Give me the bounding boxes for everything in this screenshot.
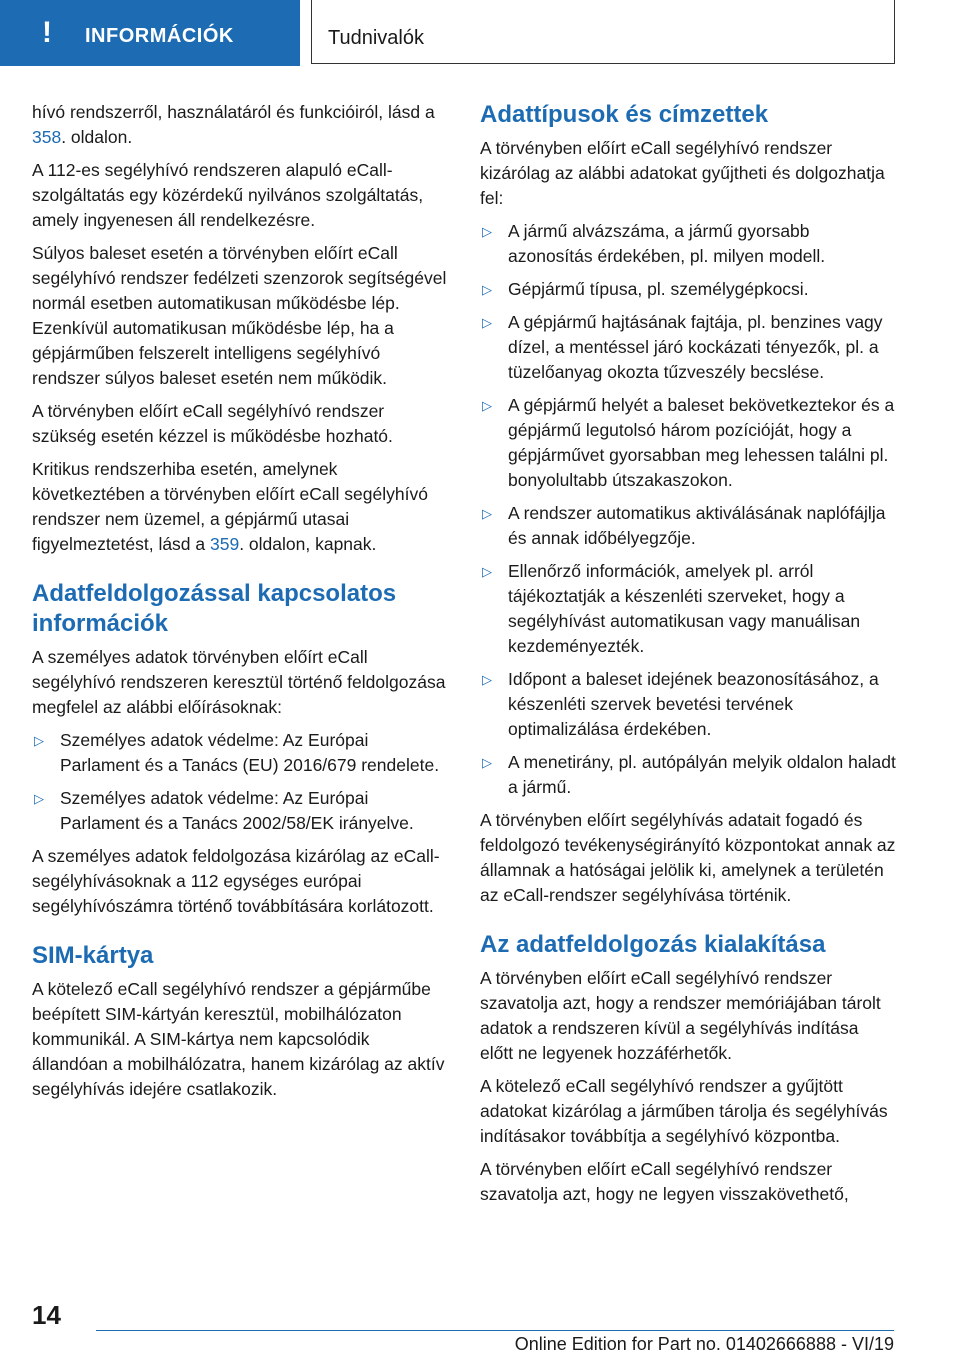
triangle-bullet-icon: ▷ — [482, 672, 492, 687]
heading-data-processing-design: Az adatfeldolgozás kialakítása — [480, 931, 826, 958]
section-title: Tudnivalók — [328, 27, 424, 49]
left-column — [32, 100, 448, 1110]
triangle-bullet-icon: ▷ — [482, 506, 492, 521]
paragraph: hívó rendszerről, használatáról és funkcióiról, lásd a 358. oldalon. — [32, 102, 435, 147]
paragraph: Súlyos baleset esetén a törvényben előírt eCall segélyhívó rendszer fedélzeti szenzorok segítségével normál esetben automatikusan működésbe lép. Ezenkívül automatikusan működésbe lép, ha a gépjárműben felszerelt intelligens segélyhívó rendszer súlyos baleset esetén nem működik. — [32, 243, 447, 388]
paragraph: A személyes adatok feldolgozása kizárólag az eCall-segélyhívásoknak a 112 egységes európai segélyhívószámra történő továbbítására korlátozott. — [32, 846, 440, 916]
list-item: ▷ Ellenőrző információk, amelyek pl. arról tájékoztatják a készenléti szerveket, hogy a segélyhívást automatikusan vagy manuálisan kezdeményezték. — [482, 561, 861, 656]
paragraph: A törvényben előírt eCall segélyhívó rendszer szavatolja azt, hogy a rendszer memóriájában tárolt adatok a rendszeren kívül a segélyhívás indítása előtt ne legyenek hozzáférhetők. — [480, 968, 881, 1063]
bullet-list — [480, 219, 896, 800]
paragraph: A törvényben előírt eCall segélyhívó rendszer szükség esetén kézzel is működésbe hozható. — [32, 401, 393, 446]
list-item: ▷ Személyes adatok védelme: Az Európai Parlament és a Tanács 2002/58/EK irányelve. — [34, 788, 414, 833]
triangle-bullet-icon: ▷ — [482, 224, 492, 239]
exclamation-icon: ! — [42, 16, 52, 49]
triangle-bullet-icon: ▷ — [482, 755, 492, 770]
paragraph: A 112-es segélyhívó rendszeren alapuló eCall-szolgáltatás egy közérdekű nyilvános szolgáltatás, amely ingyenesen áll rendelkezésre. — [32, 160, 424, 230]
list-item: ▷ Gépjármű típusa, pl. személygépkocsi. — [480, 277, 896, 302]
paragraph: A személyes adatok törvényben előírt eCall segélyhívó rendszeren keresztül történő feldolgozása megfelel az alábbi előírásoknak: — [32, 647, 446, 717]
bullet-list — [32, 728, 448, 836]
triangle-bullet-icon: ▷ — [34, 791, 44, 806]
list-item: ▷ A rendszer automatikus aktiválásának naplófájlja és annak időbélyegzője. — [482, 503, 886, 548]
paragraph: A kötelező eCall segélyhívó rendszer a gyűjtött adatokat kizárólag a járműben tárolja és segélyhívás indításakor továbbítja a segélyhívó központba. — [480, 1076, 888, 1146]
list-item: ▷ A gépjármű helyét a baleset bekövetkeztekor és a gépjármű legutolsó három pozícióját, hogy a gépjárművet gyorsabban meg lehessen találni pl. bonyolultabb útszakaszokon. — [482, 395, 895, 490]
chapter-header — [0, 0, 300, 66]
triangle-bullet-icon: ▷ — [482, 564, 492, 579]
triangle-bullet-icon: ▷ — [482, 282, 492, 297]
paragraph: A törvényben előírt eCall segélyhívó rendszer szavatolja azt, hogy ne legyen visszakövethető, — [480, 1159, 849, 1204]
right-column — [480, 100, 896, 1215]
triangle-bullet-icon: ▷ — [482, 398, 492, 413]
paragraph: Kritikus rendszerhiba esetén, amelynek következtében a törvényben előírt eCall segélyhívó rendszer nem üzemel, a gépjármű utasai figyelmeztetést, lásd a 359. oldalon, kapnak. — [32, 459, 428, 554]
triangle-bullet-icon: ▷ — [34, 733, 44, 748]
paragraph: A törvényben előírt eCall segélyhívó rendszer kizárólag az alábbi adatokat gyűjtheti és dolgozhatja fel: — [480, 138, 885, 208]
page-number: 14 — [32, 1300, 61, 1330]
footer-edition: Online Edition for Part no. 01402666888 - VI/19 — [514, 1334, 894, 1354]
triangle-bullet-icon: ▷ — [482, 315, 492, 330]
chapter-title: INFORMÁCIÓK — [85, 25, 234, 47]
list-item: ▷ Személyes adatok védelme: Az Európai Parlament és a Tanács (EU) 2016/679 rendelete. — [34, 730, 440, 775]
heading-data-types: Adattípusok és címzettek — [480, 101, 769, 128]
section-tab — [311, 0, 895, 64]
paragraph: A törvényben előírt segélyhívás adatait fogadó és feldolgozó tevékenységirányító központokat annak az államnak a hatóságai jelölik ki, amelynek a területén az eCall-rendszer segélyhívása történik. — [480, 810, 896, 905]
list-item: ▷ A gépjármű hajtásának fajtája, pl. benzines vagy dízel, a mentéssel járó kockázati tényezők, pl. a tüzelőanyag okozta tűzveszély becslése. — [482, 312, 883, 382]
heading-data-processing: Adatfeldolgozással kapcsolatos információk — [32, 580, 397, 637]
paragraph: A kötelező eCall segélyhívó rendszer a gépjárműbe beépített SIM-kártyán keresztül, mobilhálózaton kommunikál. A SIM-kártya nem kapcsolódik állandóan a mobilhálózatra, hanem kizárólag az aktív segélyhívás idejére csatlakozik. — [32, 979, 445, 1099]
list-item: ▷ A jármű alvázszáma, a jármű gyorsabb azonosítás érdekében, pl. milyen modell. — [482, 221, 826, 266]
page-link-359[interactable]: 359 — [210, 534, 240, 554]
heading-sim-card: SIM-kártya — [32, 942, 154, 969]
list-item: ▷ Időpont a baleset idejének beazonosításához, a készenléti szervek bevetési tervének optimalizálása érdekében. — [482, 669, 879, 739]
list-item: ▷ A menetirány, pl. autópályán melyik oldalon haladt a jármű. — [482, 752, 896, 797]
page-link-358[interactable]: 358 — [32, 127, 62, 147]
footer-divider — [96, 1330, 894, 1331]
